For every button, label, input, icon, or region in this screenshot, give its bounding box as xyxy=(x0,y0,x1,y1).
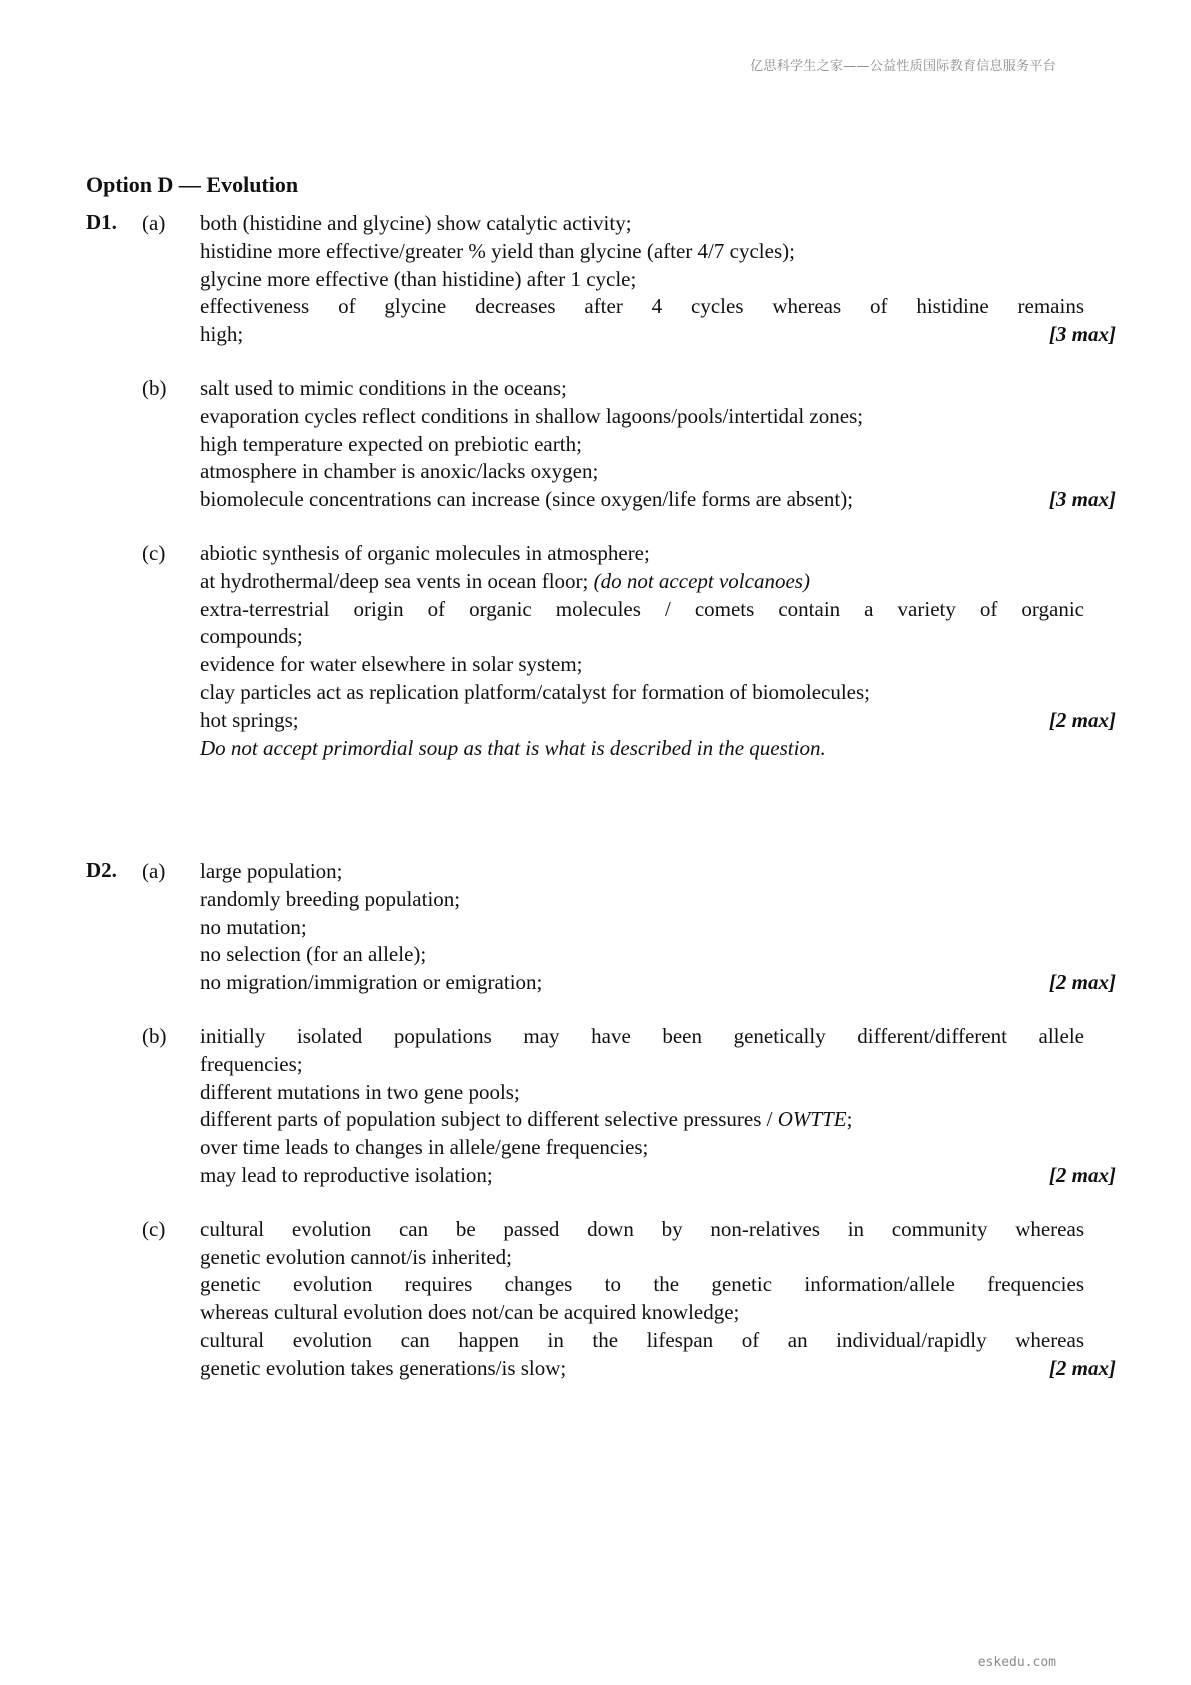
part-d2-b xyxy=(86,1023,1116,1190)
part-label: (b) xyxy=(142,1023,167,1048)
answer-line: genetic evolution requires changes to the genetic information/allele frequencies xyxy=(200,1272,1084,1297)
answer-text: at hydrothermal/deep sea vents in ocean floor; xyxy=(200,568,589,593)
answer-line: atmosphere in chamber is anoxic/lacks oxygen; xyxy=(200,459,599,484)
part-label: (a) xyxy=(142,859,166,883)
answer-line xyxy=(200,568,1084,596)
part-answer xyxy=(200,210,1084,349)
answer-line: salt used to mimic conditions in the oceans; xyxy=(200,375,567,400)
marks-label: [3 max] xyxy=(1048,322,1116,347)
answer-text: ; xyxy=(846,1107,853,1132)
question-d2 xyxy=(86,858,1116,1383)
section-title: Option D — Evolution xyxy=(86,172,299,197)
marks-label: [2 max] xyxy=(1048,1162,1116,1187)
marks-label: [2 max] xyxy=(1048,707,1116,732)
answer-line: no mutation; xyxy=(200,914,307,939)
marks-label: [2 max] xyxy=(1048,1355,1116,1380)
answer-line: biomolecule concentrations can increase (since oxygen/life forms are absent); xyxy=(200,487,854,512)
answer-line: clay particles act as replication platform/catalyst for formation of biomolecules; xyxy=(200,679,871,704)
question-number: D2. xyxy=(86,858,117,882)
page-footer: eskedu.com xyxy=(977,1655,1056,1670)
answer-line: randomly breeding population; xyxy=(200,886,461,911)
page-header: 亿思科学生之家——公益性质国际教育信息服务平台 xyxy=(750,59,1056,74)
part-label: (b) xyxy=(142,375,167,400)
answer-line: genetic evolution cannot/is inherited; xyxy=(200,1244,512,1269)
answer-line: histidine more effective/greater % yield than glycine (after 4/7 cycles); xyxy=(200,238,795,263)
answer-line: may lead to reproductive isolation; xyxy=(200,1162,493,1187)
answer-line: abiotic synthesis of organic molecules in atmosphere; xyxy=(200,540,650,565)
answer-line: cultural evolution can be passed down by non-relatives in community whereas xyxy=(200,1216,1084,1241)
answer-line: large population; xyxy=(200,859,343,883)
answer-line: whereas cultural evolution does not/can be acquired knowledge; xyxy=(200,1300,740,1325)
part-d1-c xyxy=(86,540,1116,762)
answer-line xyxy=(200,1106,1084,1134)
answer-line: cultural evolution can happen in the lifespan of an individual/rapidly whereas xyxy=(200,1327,1084,1352)
answer-line: no migration/immigration or emigration; xyxy=(200,970,543,995)
question-number: D1. xyxy=(86,210,117,234)
part-answer xyxy=(200,1216,1084,1383)
part-label: (a) xyxy=(142,211,166,235)
answer-abbrev: OWTTE xyxy=(777,1107,847,1132)
examiner-note: Do not accept primordial soup as that is what is described in the question. xyxy=(200,735,826,760)
part-d2-c xyxy=(86,1216,1116,1383)
answer-line: high; xyxy=(200,322,244,347)
marks-label: [2 max] xyxy=(1048,970,1116,995)
answer-line: effectiveness of glycine decreases after 4 cycles whereas of histidine remains xyxy=(200,294,1084,319)
answer-line: hot springs; xyxy=(200,707,299,732)
answer-line: compounds; xyxy=(200,624,303,649)
answer-line: evidence for water elsewhere in solar system; xyxy=(200,652,583,677)
part-d1-a xyxy=(86,210,1116,349)
answer-line: glycine more effective (than histidine) after 1 cycle; xyxy=(200,266,637,291)
answer-line: both (histidine and glycine) show catalytic activity; xyxy=(200,211,632,235)
answer-line: extra-terrestrial origin of organic molecules / comets contain a variety of organic xyxy=(200,596,1084,621)
question-d1 xyxy=(86,210,1116,762)
part-label: (c) xyxy=(142,1216,166,1241)
part-label: (c) xyxy=(142,540,166,565)
answer-line: initially isolated populations may have been genetically different/different allele xyxy=(200,1023,1084,1048)
answer-line: frequencies; xyxy=(200,1051,303,1076)
part-d1-b xyxy=(86,375,1116,514)
answer-line: over time leads to changes in allele/gene frequencies; xyxy=(200,1135,649,1160)
answer-line: high temperature expected on prebiotic earth; xyxy=(200,431,582,456)
part-answer xyxy=(200,858,1084,997)
answer-line: evaporation cycles reflect conditions in shallow lagoons/pools/intertidal zones; xyxy=(200,403,864,428)
part-answer xyxy=(200,375,1084,514)
answer-text: different parts of population subject to different selective pressures / xyxy=(200,1107,773,1132)
examiner-note: (do not accept volcanoes) xyxy=(593,568,810,593)
answer-line: genetic evolution takes generations/is slow; xyxy=(200,1355,567,1380)
part-answer xyxy=(200,540,1084,762)
marks-label: [3 max] xyxy=(1048,487,1116,512)
answer-line: no selection (for an allele); xyxy=(200,942,427,967)
answer-line: different mutations in two gene pools; xyxy=(200,1079,520,1104)
part-answer xyxy=(200,1023,1084,1190)
part-d2-a xyxy=(86,858,1116,997)
